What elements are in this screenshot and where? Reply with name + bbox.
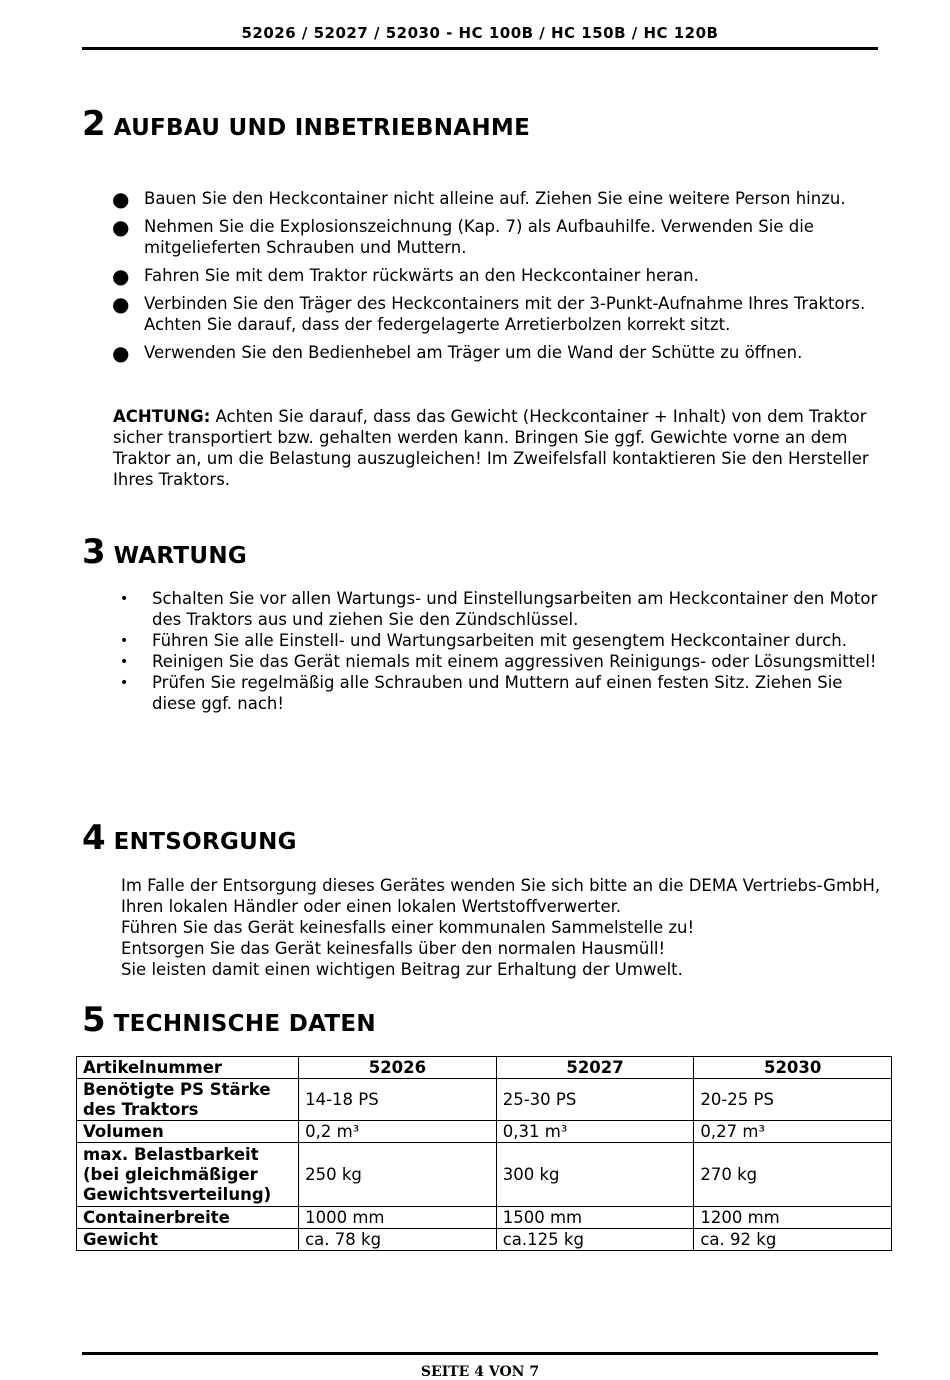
disposal-line: Führen Sie das Gerät keinesfalls einer kommunalen Sammelstelle zu!	[121, 918, 695, 937]
table-cell: 14-18 PS	[299, 1079, 497, 1121]
list-item	[112, 342, 872, 363]
table-cell: ca. 78 kg	[299, 1229, 497, 1251]
list-item	[120, 651, 880, 672]
list-item-text: Verwenden Sie den Bedienhebel am Träger um die Wand der Schütte zu öffnen.	[144, 343, 803, 362]
table-cell: 1200 mm	[694, 1207, 892, 1229]
table-row-label: Volumen	[77, 1121, 299, 1143]
list-item-text: Führen Sie alle Einstell- und Wartungsarbeiten mit gesengtem Heckcontainer durch.	[152, 631, 847, 650]
table-cell: 0,2 m³	[299, 1121, 497, 1143]
page-number: SEITE 4 VON 7	[420, 1364, 540, 1380]
bullet-icon: •	[120, 591, 129, 607]
table-cell: ca.125 kg	[496, 1229, 694, 1251]
table-row-label: max. Belastbarkeit (bei gleichmäßiger Gewichtsverteilung)	[77, 1143, 299, 1207]
list-item	[120, 630, 880, 651]
bullet-icon: •	[120, 633, 129, 649]
list-item	[112, 265, 872, 286]
list-item-text: Nehmen Sie die Explosionszeichnung (Kap. 7) als Aufbauhilfe. Verwenden Sie die mitgelieferten Schrauben und Muttern.	[144, 217, 814, 257]
table-cell: 270 kg	[694, 1143, 892, 1207]
table-row	[77, 1207, 892, 1229]
list-item	[112, 293, 872, 335]
bullet-icon: •	[120, 675, 129, 691]
bullet-icon: •	[120, 654, 129, 670]
list-item	[112, 216, 872, 258]
disposal-line: Sie leisten damit einen wichtigen Beitrag zur Erhaltung der Umwelt.	[121, 960, 683, 979]
table-row-label: Gewicht	[77, 1229, 299, 1251]
list-item-text: Bauen Sie den Heckcontainer nicht alleine auf. Ziehen Sie eine weitere Person hinzu.	[144, 189, 846, 208]
section-number: 3	[82, 532, 106, 572]
table-header-cell: 52026	[299, 1057, 497, 1079]
bullet-icon: ●	[112, 187, 130, 211]
disposal-line: Im Falle der Entsorgung dieses Gerätes wenden Sie sich bitte an die DEMA Vertriebs-GmbH, Ihren lokalen Händler oder einen lokalen Wertstoffverwerter.	[121, 876, 881, 916]
table-cell: ca. 92 kg	[694, 1229, 892, 1251]
list-item	[112, 188, 872, 209]
table-cell: 250 kg	[299, 1143, 497, 1207]
table-header-cell: Artikelnummer	[77, 1057, 299, 1079]
table-header-cell: 52030	[694, 1057, 892, 1079]
warning-text: Achten Sie darauf, dass das Gewicht (Heckcontainer + Inhalt) von dem Traktor sicher transportiert bzw. gehalten werden kann. Bringen Sie ggf. Gewichte vorne an dem Traktor an, um die Belastung auszugleichen! Im Zweifelsfall kontaktieren Sie den Hersteller Ihres Traktors.	[113, 407, 869, 489]
bullet-icon: ●	[112, 341, 130, 365]
table-cell: 300 kg	[496, 1143, 694, 1207]
list-item-text: Prüfen Sie regelmäßig alle Schrauben und Muttern auf einen festen Sitz. Ziehen Sie diese ggf. nach!	[152, 673, 843, 713]
section-title: TECHNISCHE DATEN	[113, 1011, 376, 1037]
section-title: AUFBAU UND INBETRIEBNAHME	[113, 115, 531, 141]
bullet-icon: ●	[112, 215, 130, 239]
warning-paragraph	[113, 406, 873, 490]
disposal-text	[121, 875, 881, 980]
section-title: WARTUNG	[113, 543, 248, 569]
bullet-icon: ●	[112, 264, 130, 288]
table-cell: 0,31 m³	[496, 1121, 694, 1143]
footer-rule	[82, 1352, 878, 1355]
table-row	[77, 1121, 892, 1143]
disposal-line: Entsorgen Sie das Gerät keinesfalls über den normalen Hausmüll!	[121, 939, 666, 958]
bullet-icon: ●	[112, 292, 130, 316]
list-item	[120, 588, 880, 630]
list-item	[120, 672, 880, 714]
list-item-text: Verbinden Sie den Träger des Heckcontainers mit der 3-Punkt-Aufnahme Ihres Traktors. Achten Sie darauf, dass der federgelagerte Arretierbolzen korrekt sitzt.	[144, 294, 866, 334]
table-header-row	[77, 1057, 892, 1079]
warning-label: ACHTUNG:	[113, 407, 211, 426]
section-heading-entsorgung	[82, 818, 297, 858]
table-row	[77, 1143, 892, 1207]
list-item-text: Fahren Sie mit dem Traktor rückwärts an den Heckcontainer heran.	[144, 266, 699, 285]
assembly-instructions-list	[112, 188, 872, 370]
table-row	[77, 1229, 892, 1251]
table-cell: 1000 mm	[299, 1207, 497, 1229]
section-number: 2	[82, 104, 106, 144]
table-row	[77, 1079, 892, 1121]
table-cell: 1500 mm	[496, 1207, 694, 1229]
table-row-label: Containerbreite	[77, 1207, 299, 1229]
section-heading-technische-daten	[82, 1000, 376, 1040]
page-header-title: 52026 / 52027 / 52030 - HC 100B / HC 150B / HC 120B	[241, 24, 719, 42]
section-number: 4	[82, 818, 106, 858]
section-number: 5	[82, 1000, 106, 1040]
table-cell: 0,27 m³	[694, 1121, 892, 1143]
section-title: ENTSORGUNG	[113, 829, 297, 855]
table-header-cell: 52027	[496, 1057, 694, 1079]
maintenance-list	[120, 588, 880, 714]
list-item-text: Schalten Sie vor allen Wartungs- und Einstellungsarbeiten am Heckcontainer den Motor des Traktors aus und ziehen Sie den Zündschlüssel.	[152, 589, 878, 629]
technical-data-table	[76, 1056, 892, 1251]
header-rule	[82, 47, 878, 50]
list-item-text: Reinigen Sie das Gerät niemals mit einem aggressiven Reinigungs- oder Lösungsmittel!	[152, 652, 877, 671]
section-heading-wartung	[82, 532, 247, 572]
table-cell: 25-30 PS	[496, 1079, 694, 1121]
section-heading-aufbau	[82, 104, 530, 144]
table-cell: 20-25 PS	[694, 1079, 892, 1121]
table-row-label: Benötigte PS Stärke des Traktors	[77, 1079, 299, 1121]
